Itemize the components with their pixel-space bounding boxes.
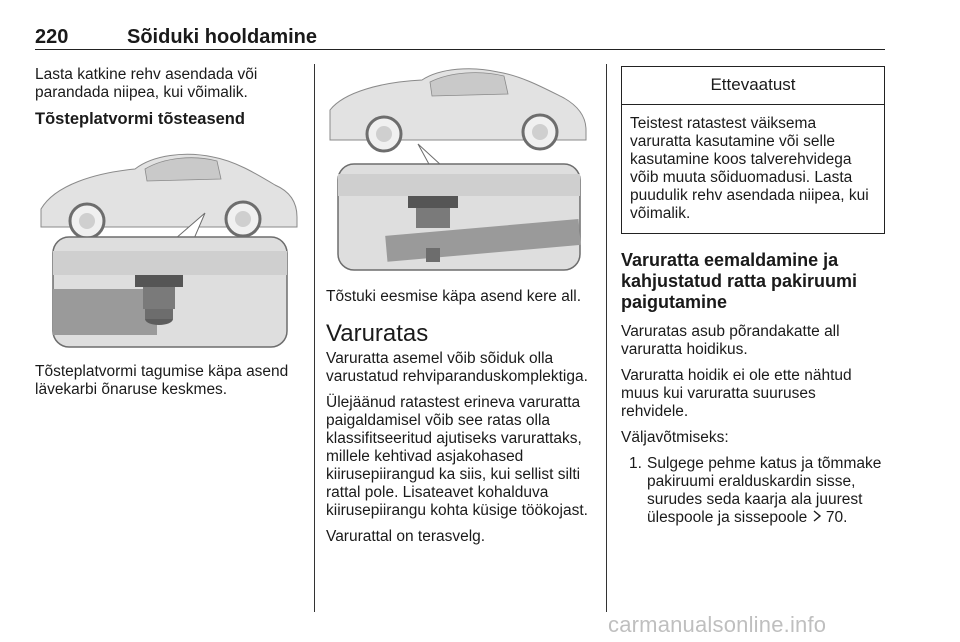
front-lift-caption: Tõstuki eesmise käpa asend kere all. <box>326 288 582 305</box>
rear-lift-point-illustration <box>35 139 299 351</box>
column-divider-1 <box>314 64 315 612</box>
page-reference-link[interactable]: 70. <box>825 509 848 527</box>
lift-position-heading: Tõsteplatvormi tõsteasend <box>35 110 245 128</box>
column-divider-2 <box>606 64 607 612</box>
spare-removal-paragraph-1: Varuratas asub põrandakatte all varuratta hoidikus. <box>621 323 840 358</box>
column-3 <box>621 66 887 527</box>
watermark: carmanualsonline.info <box>608 612 827 637</box>
spare-wheel-paragraph-2: Ülejäänud ratastest erineva varuratta paigaldamisel võib see ratas olla klassifitseeritud ajutiseks varurattaks, millele kehtivad asjakohased kiirusepiirangud ka siis, kui sellist silti rattal pole. Lisateavet kohalduva kiirusepiirangu kohta küsige töökojast. <box>326 394 588 519</box>
page-header <box>35 25 885 50</box>
step-number: 1. <box>629 455 642 472</box>
page-reference-arrow-icon <box>812 509 822 527</box>
page-title: Sõiduki hooldamine <box>127 26 318 48</box>
caution-box <box>621 66 885 234</box>
intro-paragraph: Lasta katkine rehv asendada või parandada niipea, kui võimalik. <box>35 66 258 101</box>
front-lift-point-illustration <box>326 66 590 276</box>
column-1 <box>35 66 303 407</box>
removal-step <box>621 455 887 527</box>
removal-steps <box>621 455 887 527</box>
spare-wheel-paragraph-1: Varuratta asemel võib sõiduk olla varustatud rehviparanduskomplektiga. <box>326 350 588 385</box>
spare-wheel-heading: Varuratas <box>326 320 429 347</box>
column-2 <box>326 66 594 554</box>
spare-removal-heading: Varuratta eemaldamine ja kahjustatud ratta pakiruumi paigutamine <box>621 250 858 312</box>
page-number: 220 <box>35 26 69 48</box>
spare-wheel-paragraph-3: Varurattal on terasvelg. <box>326 528 486 545</box>
caution-title: Ettevaatust <box>622 67 884 105</box>
step-text: Sulgege pehme katus ja tõmmake pakiruumi eralduskardin sisse, surudes seda kaarja ala juurest ülespoole ja sissepoole <box>647 455 882 527</box>
rear-lift-caption: Tõsteplatvormi tagumise käpa asend lävekarbi õnaruse keskmes. <box>35 363 289 398</box>
spare-removal-paragraph-3: Väljavõtmiseks: <box>621 429 729 446</box>
caution-text: Teistest ratastest väiksema varuratta kasutamine või selle kasutamine koos talverehvidega võib muuta sõiduomadusi. Lasta puudulik rehv asendada niipea, kui võimalik. <box>630 115 869 222</box>
spare-removal-paragraph-2: Varuratta hoidik ei ole ette nähtud muus kui varuratta suuruses rehvidele. <box>621 367 852 420</box>
